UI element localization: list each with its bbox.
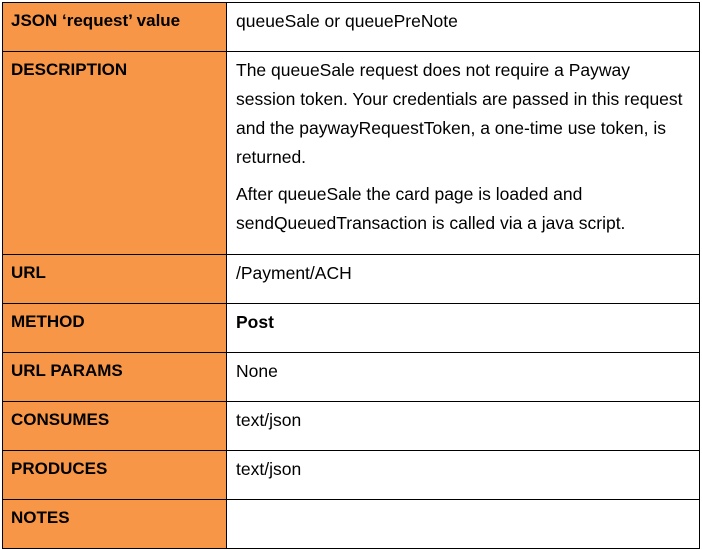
description-paragraph-1: The queueSale request does not require a Payway session token. Your credentials are passed in this request and the paywayRequestToken, a one-time use token, is returned.: [236, 60, 683, 167]
row-value-notes: [227, 500, 700, 549]
row-value-method: Post: [227, 304, 700, 353]
row-label-consumes: CONSUMES: [3, 402, 227, 451]
table-row: [3, 402, 700, 451]
row-value-url-params: None: [227, 353, 700, 402]
row-label-description: DESCRIPTION: [3, 52, 227, 255]
row-value-url: /Payment/ACH: [227, 255, 700, 304]
description-paragraph-2: After queueSale the card page is loaded and sendQueuedTransaction is called via a java script.: [236, 184, 626, 233]
row-value-description: [227, 52, 700, 255]
table-row: [3, 255, 700, 304]
row-label-method: METHOD: [3, 304, 227, 353]
row-label-url-params: URL PARAMS: [3, 353, 227, 402]
table-row: [3, 52, 700, 255]
row-value-consumes: text/json: [227, 402, 700, 451]
table-row: [3, 353, 700, 402]
api-spec-table: [2, 2, 700, 549]
row-label-json-request: JSON ‘request’ value: [3, 3, 227, 52]
table-row: [3, 304, 700, 353]
table-row: [3, 500, 700, 549]
row-label-produces: PRODUCES: [3, 451, 227, 500]
row-value-json-request: queueSale or queuePreNote: [227, 3, 700, 52]
row-value-produces: text/json: [227, 451, 700, 500]
table-row: [3, 451, 700, 500]
table-row: [3, 3, 700, 52]
row-label-url: URL: [3, 255, 227, 304]
row-label-notes: NOTES: [3, 500, 227, 549]
